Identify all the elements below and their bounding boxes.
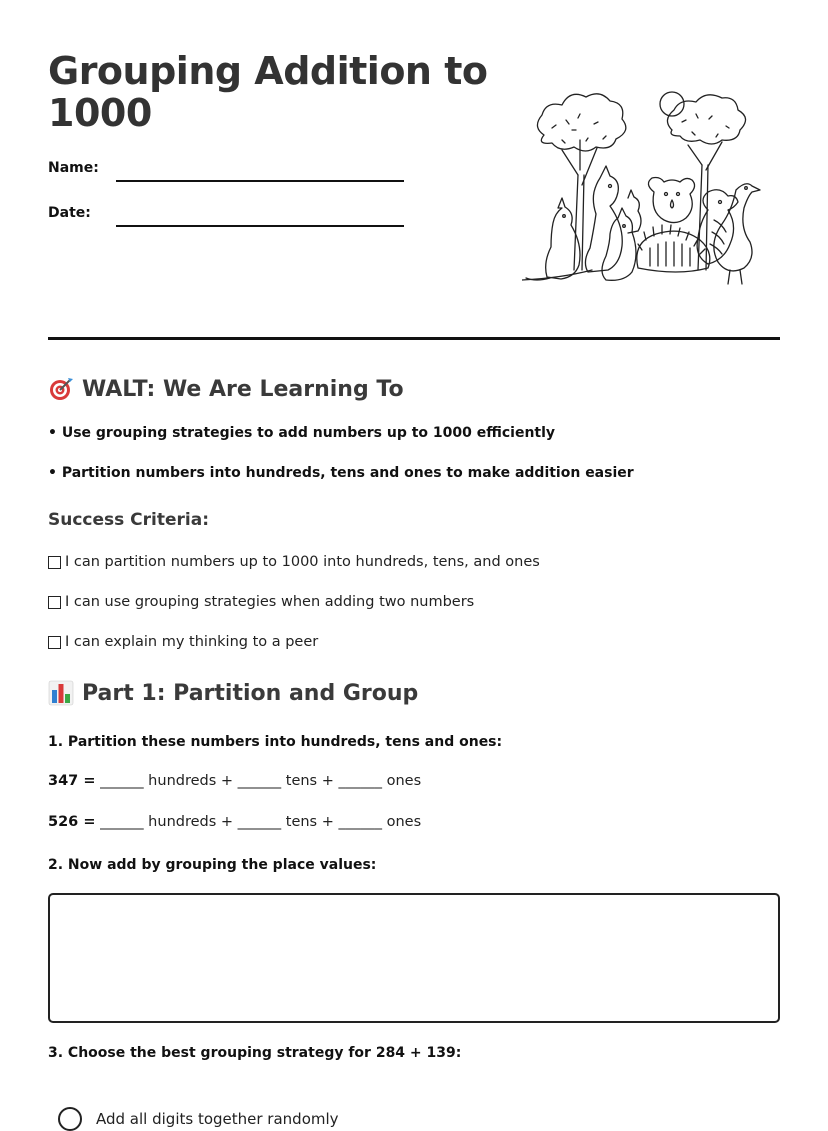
question-3: 3. Choose the best grouping strategy for 284 + 139: bbox=[48, 1045, 462, 1061]
date-label: Date: bbox=[48, 205, 91, 221]
success-criterion-label: I can explain my thinking to a peer bbox=[65, 634, 319, 650]
date-field[interactable] bbox=[116, 225, 404, 227]
strategy-option-label: Add all digits together randomly bbox=[96, 1110, 339, 1128]
name-label: Name: bbox=[48, 160, 99, 176]
walt-heading-text: WALT: We Are Learning To bbox=[82, 376, 404, 402]
success-criterion[interactable] bbox=[48, 554, 540, 570]
checkbox[interactable] bbox=[48, 636, 61, 649]
question-1: 1. Partition these numbers into hundreds, tens and ones: bbox=[48, 734, 503, 750]
partition-number: 347 = bbox=[48, 773, 96, 789]
walt-bullet: • Partition numbers into hundreds, tens and ones to make addition easier bbox=[48, 465, 634, 481]
success-criterion-label: I can partition numbers up to 1000 into hundreds, tens, and ones bbox=[65, 554, 540, 570]
target-icon bbox=[48, 376, 74, 402]
answer-box[interactable] bbox=[48, 893, 780, 1023]
partition-blanks[interactable]: ______ hundreds + ______ tens + ______ ones bbox=[95, 773, 422, 789]
walt-heading bbox=[48, 376, 404, 402]
partition-number: 526 = bbox=[48, 814, 96, 830]
part1-heading-text: Part 1: Partition and Group bbox=[82, 680, 419, 706]
radio-button[interactable] bbox=[58, 1107, 82, 1131]
worksheet-title: Grouping Addition to 1000 bbox=[48, 49, 488, 135]
success-criteria-heading: Success Criteria: bbox=[48, 510, 210, 530]
bar-chart-icon bbox=[48, 680, 74, 706]
name-field[interactable] bbox=[116, 180, 404, 182]
checkbox[interactable] bbox=[48, 556, 61, 569]
partition-row[interactable] bbox=[48, 814, 421, 830]
strategy-option[interactable] bbox=[58, 1107, 339, 1131]
success-criterion[interactable] bbox=[48, 634, 318, 650]
partition-blanks[interactable]: ______ hundreds + ______ tens + ______ ones bbox=[95, 814, 422, 830]
part1-heading bbox=[48, 680, 418, 706]
partition-row[interactable] bbox=[48, 773, 421, 789]
australian-animals-illustration bbox=[522, 90, 762, 295]
worksheet-page bbox=[48, 0, 780, 1128]
success-criterion[interactable] bbox=[48, 594, 474, 610]
success-criterion-label: I can use grouping strategies when adding two numbers bbox=[65, 594, 475, 610]
checkbox[interactable] bbox=[48, 596, 61, 609]
section-divider bbox=[48, 337, 780, 340]
question-2: 2. Now add by grouping the place values: bbox=[48, 857, 377, 873]
walt-bullet: • Use grouping strategies to add numbers up to 1000 efficiently bbox=[48, 425, 556, 441]
